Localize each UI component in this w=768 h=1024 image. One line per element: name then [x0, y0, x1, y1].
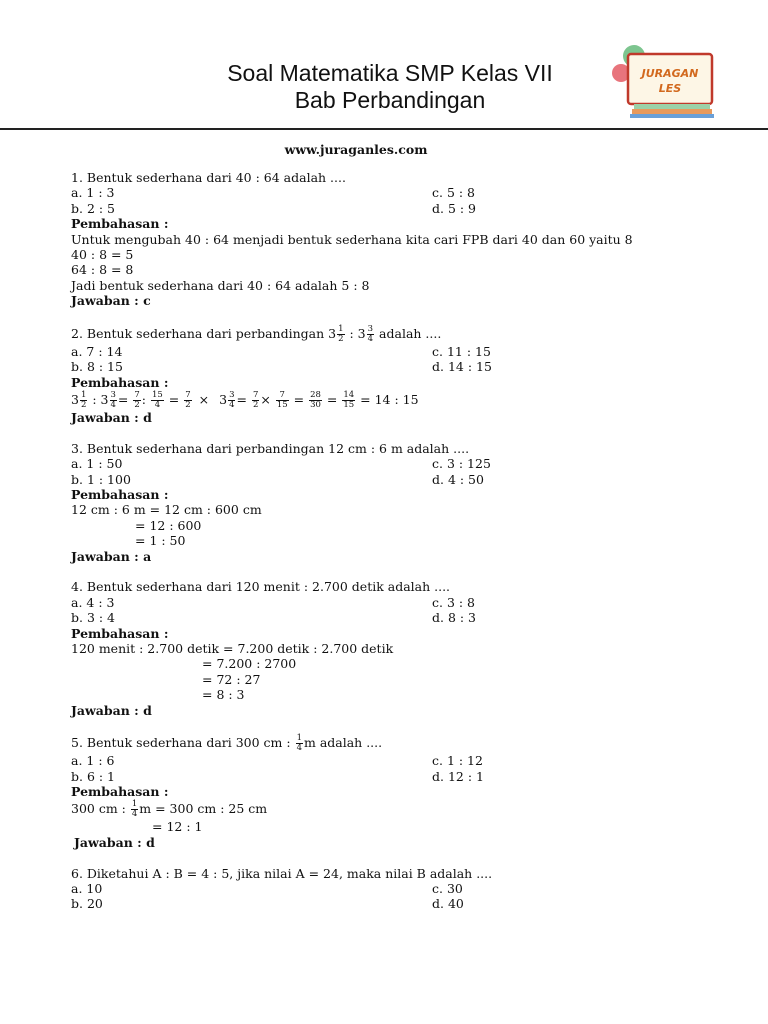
q2-pembahasan-label: Pembahasan : — [71, 374, 169, 390]
q1-answer: Jawaban : c — [71, 293, 151, 309]
q4-option-d: d. 8 : 3 — [432, 610, 477, 626]
q2-options-row-2 — [71, 359, 691, 374]
q4-pembahasan-label: Pembahasan : — [71, 625, 169, 641]
q2-option-a: a. 7 : 14 — [71, 343, 123, 359]
q3-explanation-3: = 1 : 50 — [135, 533, 186, 549]
q3-option-b: b. 1 : 100 — [71, 471, 131, 487]
q5-option-c: c. 1 : 12 — [432, 753, 483, 769]
title-line-2: Bab Perbandingan — [294, 87, 486, 113]
q1-option-d: d. 5 : 9 — [432, 200, 477, 216]
q3-explanation-1: 12 cm : 6 m = 12 cm : 600 cm — [71, 502, 262, 518]
header-divider — [0, 128, 768, 130]
q5-option-d: d. 12 : 1 — [432, 768, 484, 784]
q4-answer: Jawaban : d — [71, 702, 152, 718]
q6-option-b: b. 20 — [71, 896, 103, 912]
q2-explanation: 3 $\frac{1}{2}$ : 3 $\frac{3}{4}$ = $\frac{7}{2}$ : $\frac{15}{4}$ = $\frac{7}{2}$ × 3 $\frac{3}{4}$ = $\frac{7}{2}$ × $\frac{7}{15}$ = $\frac{28}{30}$ = $\frac{14}{15}$ = 14 : 15 — [71, 390, 419, 411]
q3-options-row-1 — [71, 456, 691, 471]
q5-question: 5. Bentuk sederhana dari 300 cm : $\frac{1}{4}$ m adalah .... — [71, 733, 383, 754]
q6-options-row-2 — [71, 896, 691, 911]
q4-explanation-3: = 72 : 27 — [202, 671, 261, 687]
q1-options-row-1 — [71, 185, 691, 200]
q2-question: 2. Bentuk sederhana dari perbandingan 3 $\frac{1}{2}$ : 3 $\frac{3}{4}$ adalah .... — [71, 323, 442, 344]
q5-explanation-2: = 12 : 1 — [152, 819, 203, 835]
q4-options-row-1 — [71, 595, 691, 610]
q4-option-c: c. 3 : 8 — [432, 594, 476, 610]
website-url: www.juraganles.com — [284, 142, 428, 157]
q6-option-a: a. 10 — [71, 881, 103, 897]
q1-option-a: a. 1 : 3 — [71, 185, 115, 201]
worksheet-content — [71, 170, 691, 912]
q6-options-row-1 — [71, 881, 691, 896]
q2-option-d: d. 14 : 15 — [432, 359, 492, 375]
q6-option-c: c. 30 — [432, 881, 463, 897]
q1-explanation-1: Untuk mengubah 40 : 64 menjadi bentuk sederhana kita cari FPB dari 40 dan 60 yaitu 8 — [71, 231, 633, 247]
q1-option-b: b. 2 : 5 — [71, 200, 116, 216]
q2-answer: Jawaban : d — [71, 410, 152, 426]
q1-explanation-3: 64 : 8 = 8 — [71, 262, 134, 278]
q6-question: 6. Diketahui A : B = 4 : 5, jika nilai A = 24, maka nilai B adalah .... — [71, 865, 493, 881]
svg-text:LES: LES — [658, 82, 682, 95]
q4-explanation-1: 120 menit : 2.700 detik = 7.200 detik : 2.700 detik — [71, 640, 394, 656]
q5-answer: Jawaban : d — [74, 834, 155, 850]
q1-pembahasan-label: Pembahasan : — [71, 216, 169, 232]
q2-option-c: c. 11 : 15 — [432, 343, 491, 359]
q5-option-b: b. 6 : 1 — [71, 768, 116, 784]
q5-option-a: a. 1 : 6 — [71, 753, 115, 769]
title-line-1: Soal Matematika SMP Kelas VII — [227, 60, 553, 86]
q4-option-b: b. 3 : 4 — [71, 610, 116, 626]
q1-explanation-4: Jadi bentuk sederhana dari 40 : 64 adalah 5 : 8 — [71, 277, 370, 293]
q3-options-row-2 — [71, 472, 691, 487]
q5-options-row-1 — [71, 753, 691, 768]
q3-explanation-2: = 12 : 600 — [135, 517, 202, 533]
q3-option-d: d. 4 : 50 — [432, 471, 484, 487]
q2-options-row-1 — [71, 344, 691, 359]
juraganles-logo — [604, 42, 716, 118]
q2-option-b: b. 8 : 15 — [71, 359, 123, 375]
q1-options-row-2 — [71, 201, 691, 216]
svg-text:JURAGAN: JURAGAN — [641, 67, 699, 80]
q1-option-c: c. 5 : 8 — [432, 185, 476, 201]
q3-option-a: a. 1 : 50 — [71, 456, 123, 472]
q5-pembahasan-label: Pembahasan : — [71, 784, 169, 800]
q4-explanation-2: = 7.200 : 2700 — [202, 656, 297, 672]
q3-answer: Jawaban : a — [71, 548, 152, 564]
q4-option-a: a. 4 : 3 — [71, 594, 115, 610]
q4-options-row-2 — [71, 610, 691, 625]
q3-question: 3. Bentuk sederhana dari perbandingan 12 cm : 6 m adalah .... — [71, 440, 470, 456]
q6-option-d: d. 40 — [432, 896, 464, 912]
q5-options-row-2 — [71, 769, 691, 784]
q1-explanation-2: 40 : 8 = 5 — [71, 246, 134, 262]
q3-pembahasan-label: Pembahasan : — [71, 487, 169, 503]
q5-explanation-1: 300 cm : $\frac{1}{4}$ m = 300 cm : 25 cm — [71, 799, 268, 820]
q3-option-c: c. 3 : 125 — [432, 456, 491, 472]
q4-explanation-4: = 8 : 3 — [202, 687, 245, 703]
q1-question: 1. Bentuk sederhana dari 40 : 64 adalah .... — [71, 170, 346, 185]
q4-question: 4. Bentuk sederhana dari 120 menit : 2.700 detik adalah .... — [71, 579, 451, 595]
